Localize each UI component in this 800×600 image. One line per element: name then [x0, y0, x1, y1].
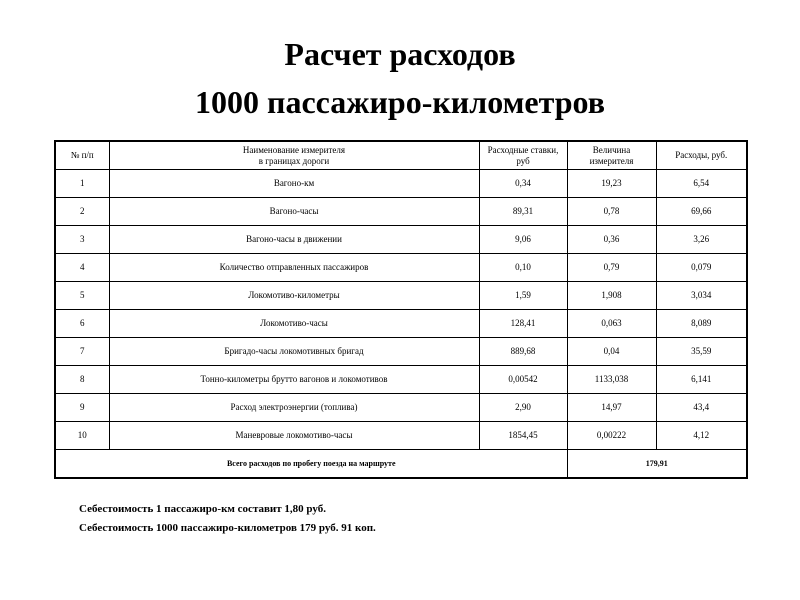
cell-rate: 128,41: [479, 310, 567, 338]
cell-name: Вагоно-км: [109, 170, 479, 198]
page-title: Расчет расходов: [284, 36, 516, 72]
cell-num: 8: [55, 366, 109, 394]
table-row: [55, 366, 747, 394]
header-rate: [479, 141, 567, 170]
cell-value: 1,908: [567, 282, 656, 310]
cell-cost: 3,034: [656, 282, 747, 310]
cell-cost: 6,141: [656, 366, 747, 394]
cell-cost: 0,079: [656, 254, 747, 282]
cell-value: 0,36: [567, 226, 656, 254]
cell-num: 4: [55, 254, 109, 282]
cell-name: Локомотиво-часы: [109, 310, 479, 338]
cell-name: Вагоно-часы: [109, 198, 479, 226]
header-cost: Расходы, руб.: [656, 141, 747, 170]
cell-value: 14,97: [567, 394, 656, 422]
cell-cost: 43,4: [656, 394, 747, 422]
cell-name: Бригадо-часы локомотивных бригад: [109, 338, 479, 366]
table-row: [55, 310, 747, 338]
header-rate-line1: Расходные ставки,: [487, 144, 559, 155]
total-row: [55, 450, 747, 479]
table-row: [55, 394, 747, 422]
cell-value: 0,78: [567, 198, 656, 226]
header-name: [109, 141, 479, 170]
cell-rate: 1854,45: [479, 422, 567, 450]
table-row: [55, 226, 747, 254]
cell-name: Локомотиво-километры: [109, 282, 479, 310]
cell-cost: 35,59: [656, 338, 747, 366]
header-num: № п/п: [55, 141, 109, 170]
cell-cost: 8,089: [656, 310, 747, 338]
total-label: Всего расходов по пробегу поезда на маршруте: [55, 450, 567, 479]
table-row: [55, 198, 747, 226]
table-header-row: [55, 141, 747, 170]
cell-num: 6: [55, 310, 109, 338]
cell-cost: 6,54: [656, 170, 747, 198]
table-row: [55, 282, 747, 310]
header-name-line2: в границах дороги: [258, 155, 330, 166]
table-row: [55, 254, 747, 282]
cell-cost: 4,12: [656, 422, 747, 450]
cell-rate: 89,31: [479, 198, 567, 226]
cell-num: 7: [55, 338, 109, 366]
cell-value: 19,23: [567, 170, 656, 198]
header-rate-line2: руб: [516, 155, 530, 166]
cell-name: Маневровые локомотиво-часы: [109, 422, 479, 450]
table-row: [55, 170, 747, 198]
cell-rate: 1,59: [479, 282, 567, 310]
cell-num: 2: [55, 198, 109, 226]
header-value: [567, 141, 656, 170]
cell-value: 1133,038: [567, 366, 656, 394]
cell-num: 9: [55, 394, 109, 422]
cost-per-1000-km-note: Себестоимость 1000 пассажиро-километров 179 руб. 91 коп.: [79, 522, 376, 534]
cell-rate: 889,68: [479, 338, 567, 366]
cell-name: Количество отправленных пассажиров: [109, 254, 479, 282]
table-row: [55, 338, 747, 366]
cell-value: 0,04: [567, 338, 656, 366]
cell-name: Вагоно-часы в движении: [109, 226, 479, 254]
table-row: [55, 422, 747, 450]
cell-rate: 2,90: [479, 394, 567, 422]
total-value: 179,91: [567, 450, 747, 479]
cell-rate: 0,10: [479, 254, 567, 282]
cell-num: 10: [55, 422, 109, 450]
header-name-line1: Наименование измерителя: [242, 144, 346, 155]
cell-value: 0,79: [567, 254, 656, 282]
cell-value: 0,063: [567, 310, 656, 338]
cell-value: 0,00222: [567, 422, 656, 450]
cell-num: 3: [55, 226, 109, 254]
cell-num: 1: [55, 170, 109, 198]
cost-table: [54, 140, 748, 479]
cost-per-km-note: Себестоимость 1 пассажиро-км составит 1,80 руб.: [79, 503, 326, 515]
cell-name: Расход электроэнергии (топлива): [109, 394, 479, 422]
cell-rate: 0,00542: [479, 366, 567, 394]
page-subtitle: 1000 пассажиро-километров: [195, 84, 605, 120]
header-value-line1: Величина: [592, 144, 631, 155]
cell-num: 5: [55, 282, 109, 310]
cell-cost: 3,26: [656, 226, 747, 254]
header-value-line2: измерителя: [589, 155, 634, 166]
cell-name: Тонно-километры брутто вагонов и локомотивов: [109, 366, 479, 394]
cell-rate: 0,34: [479, 170, 567, 198]
cell-cost: 69,66: [656, 198, 747, 226]
cell-rate: 9,06: [479, 226, 567, 254]
